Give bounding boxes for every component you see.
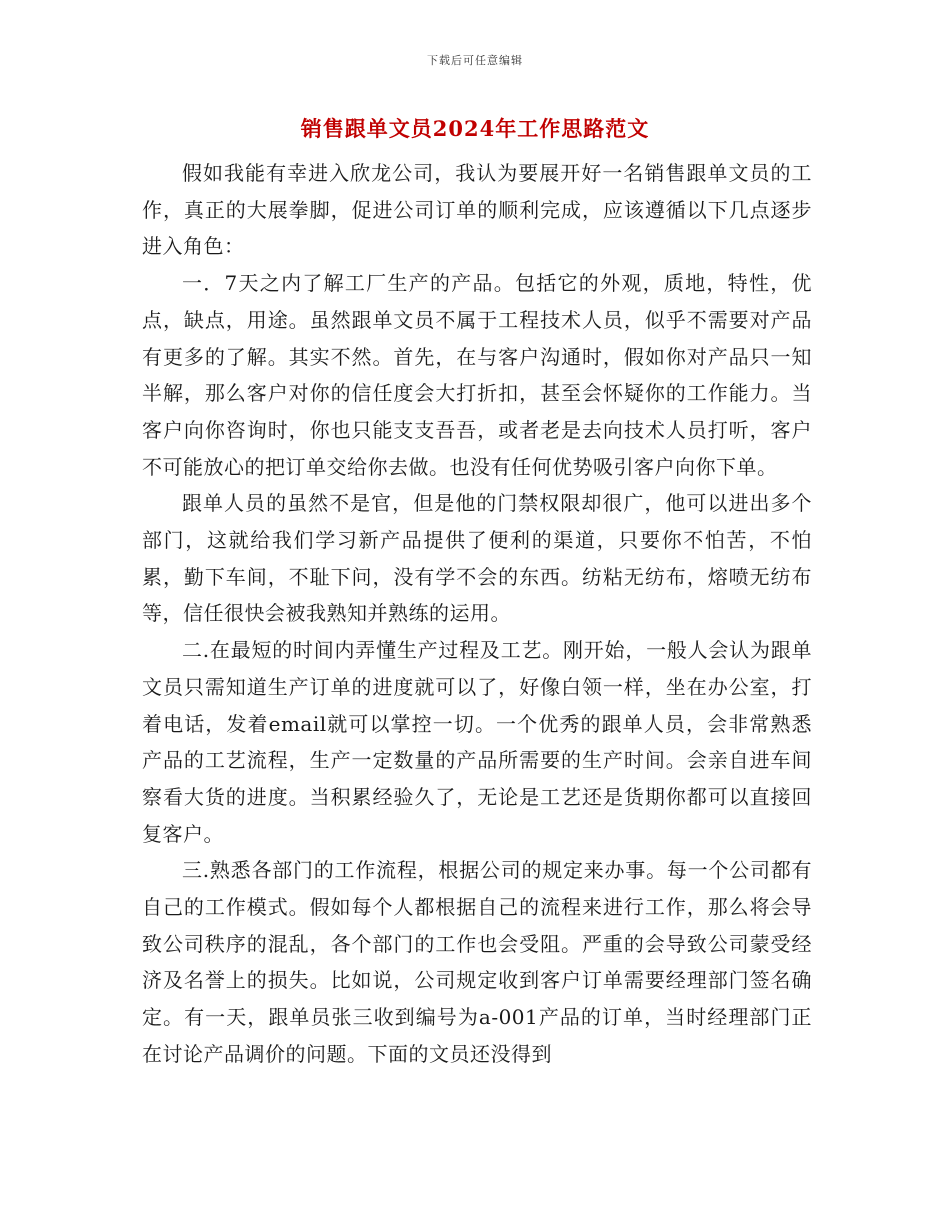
- paragraph-point-2: 二.在最短的时间内弄懂生产过程及工艺。刚开始，一般人会认为跟单文员只需知道生产订单的进度就可以了，好像白领一样，坐在办公室，打着电话，发着email就可以掌控一切。一个优秀的跟单人员，会非常熟悉产品的工艺流程，生产一定数量的产品所需要的生产时间。会亲自进车间察看大货的进度。当积累经验久了，无论是工艺还是货期你都可以直接回复客户。: [142, 638, 812, 846]
- document-body: [142, 155, 812, 1073]
- paragraph-intro: 假如我能有幸进入欣龙公司，我认为要展开好一名销售跟单文员的工作，真正的大展拳脚，促进公司订单的顺利完成，应该遵循以下几点逐步进入角色：: [142, 161, 812, 259]
- document-title: 销售跟单文员2024年工作思路范文: [300, 116, 650, 141]
- header-note: 下载后可任意编辑: [427, 54, 523, 67]
- paragraph-point-3: 三.熟悉各部门的工作流程，根据公司的规定来办事。每一个公司都有自己的工作模式。假如每个人都根据自己的流程来进行工作，那么将会导致公司秩序的混乱，各个部门的工作也会受阻。严重的会导致公司蒙受经济及名誉上的损失。比如说，公司规定收到客户订单需要经理部门签名确定。有一天，跟单员张三收到编号为a-001产品的订单，当时经理部门正在讨论产品调价的问题。下面的文员还没得到: [142, 858, 812, 1066]
- paragraph-point-1-continued: 跟单人员的虽然不是官，但是他的门禁权限却很广，他可以进出多个部门，这就给我们学习新产品提供了便利的渠道，只要你不怕苦，不怕累，勤下车间，不耻下问，没有学不会的东西。纺粘无纺布，熔喷无纺布等，信任很快会被我熟知并熟练的运用。: [142, 491, 812, 626]
- paragraph-point-1: 一．7天之内了解工厂生产的产品。包括它的外观，质地，特性，优点，缺点，用途。虽然跟单文员不属于工程技术人员，似乎不需要对产品有更多的了解。其实不然。首先，在与客户沟通时，假如你对产品只一知半解，那么客户对你的信任度会大打折扣，甚至会怀疑你的工作能力。当客户向你咨询时，你也只能支支吾吾，或者老是去向技术人员打听，客户不可能放心的把订单交给你去做。也没有任何优势吸引客户向你下单。: [142, 271, 812, 479]
